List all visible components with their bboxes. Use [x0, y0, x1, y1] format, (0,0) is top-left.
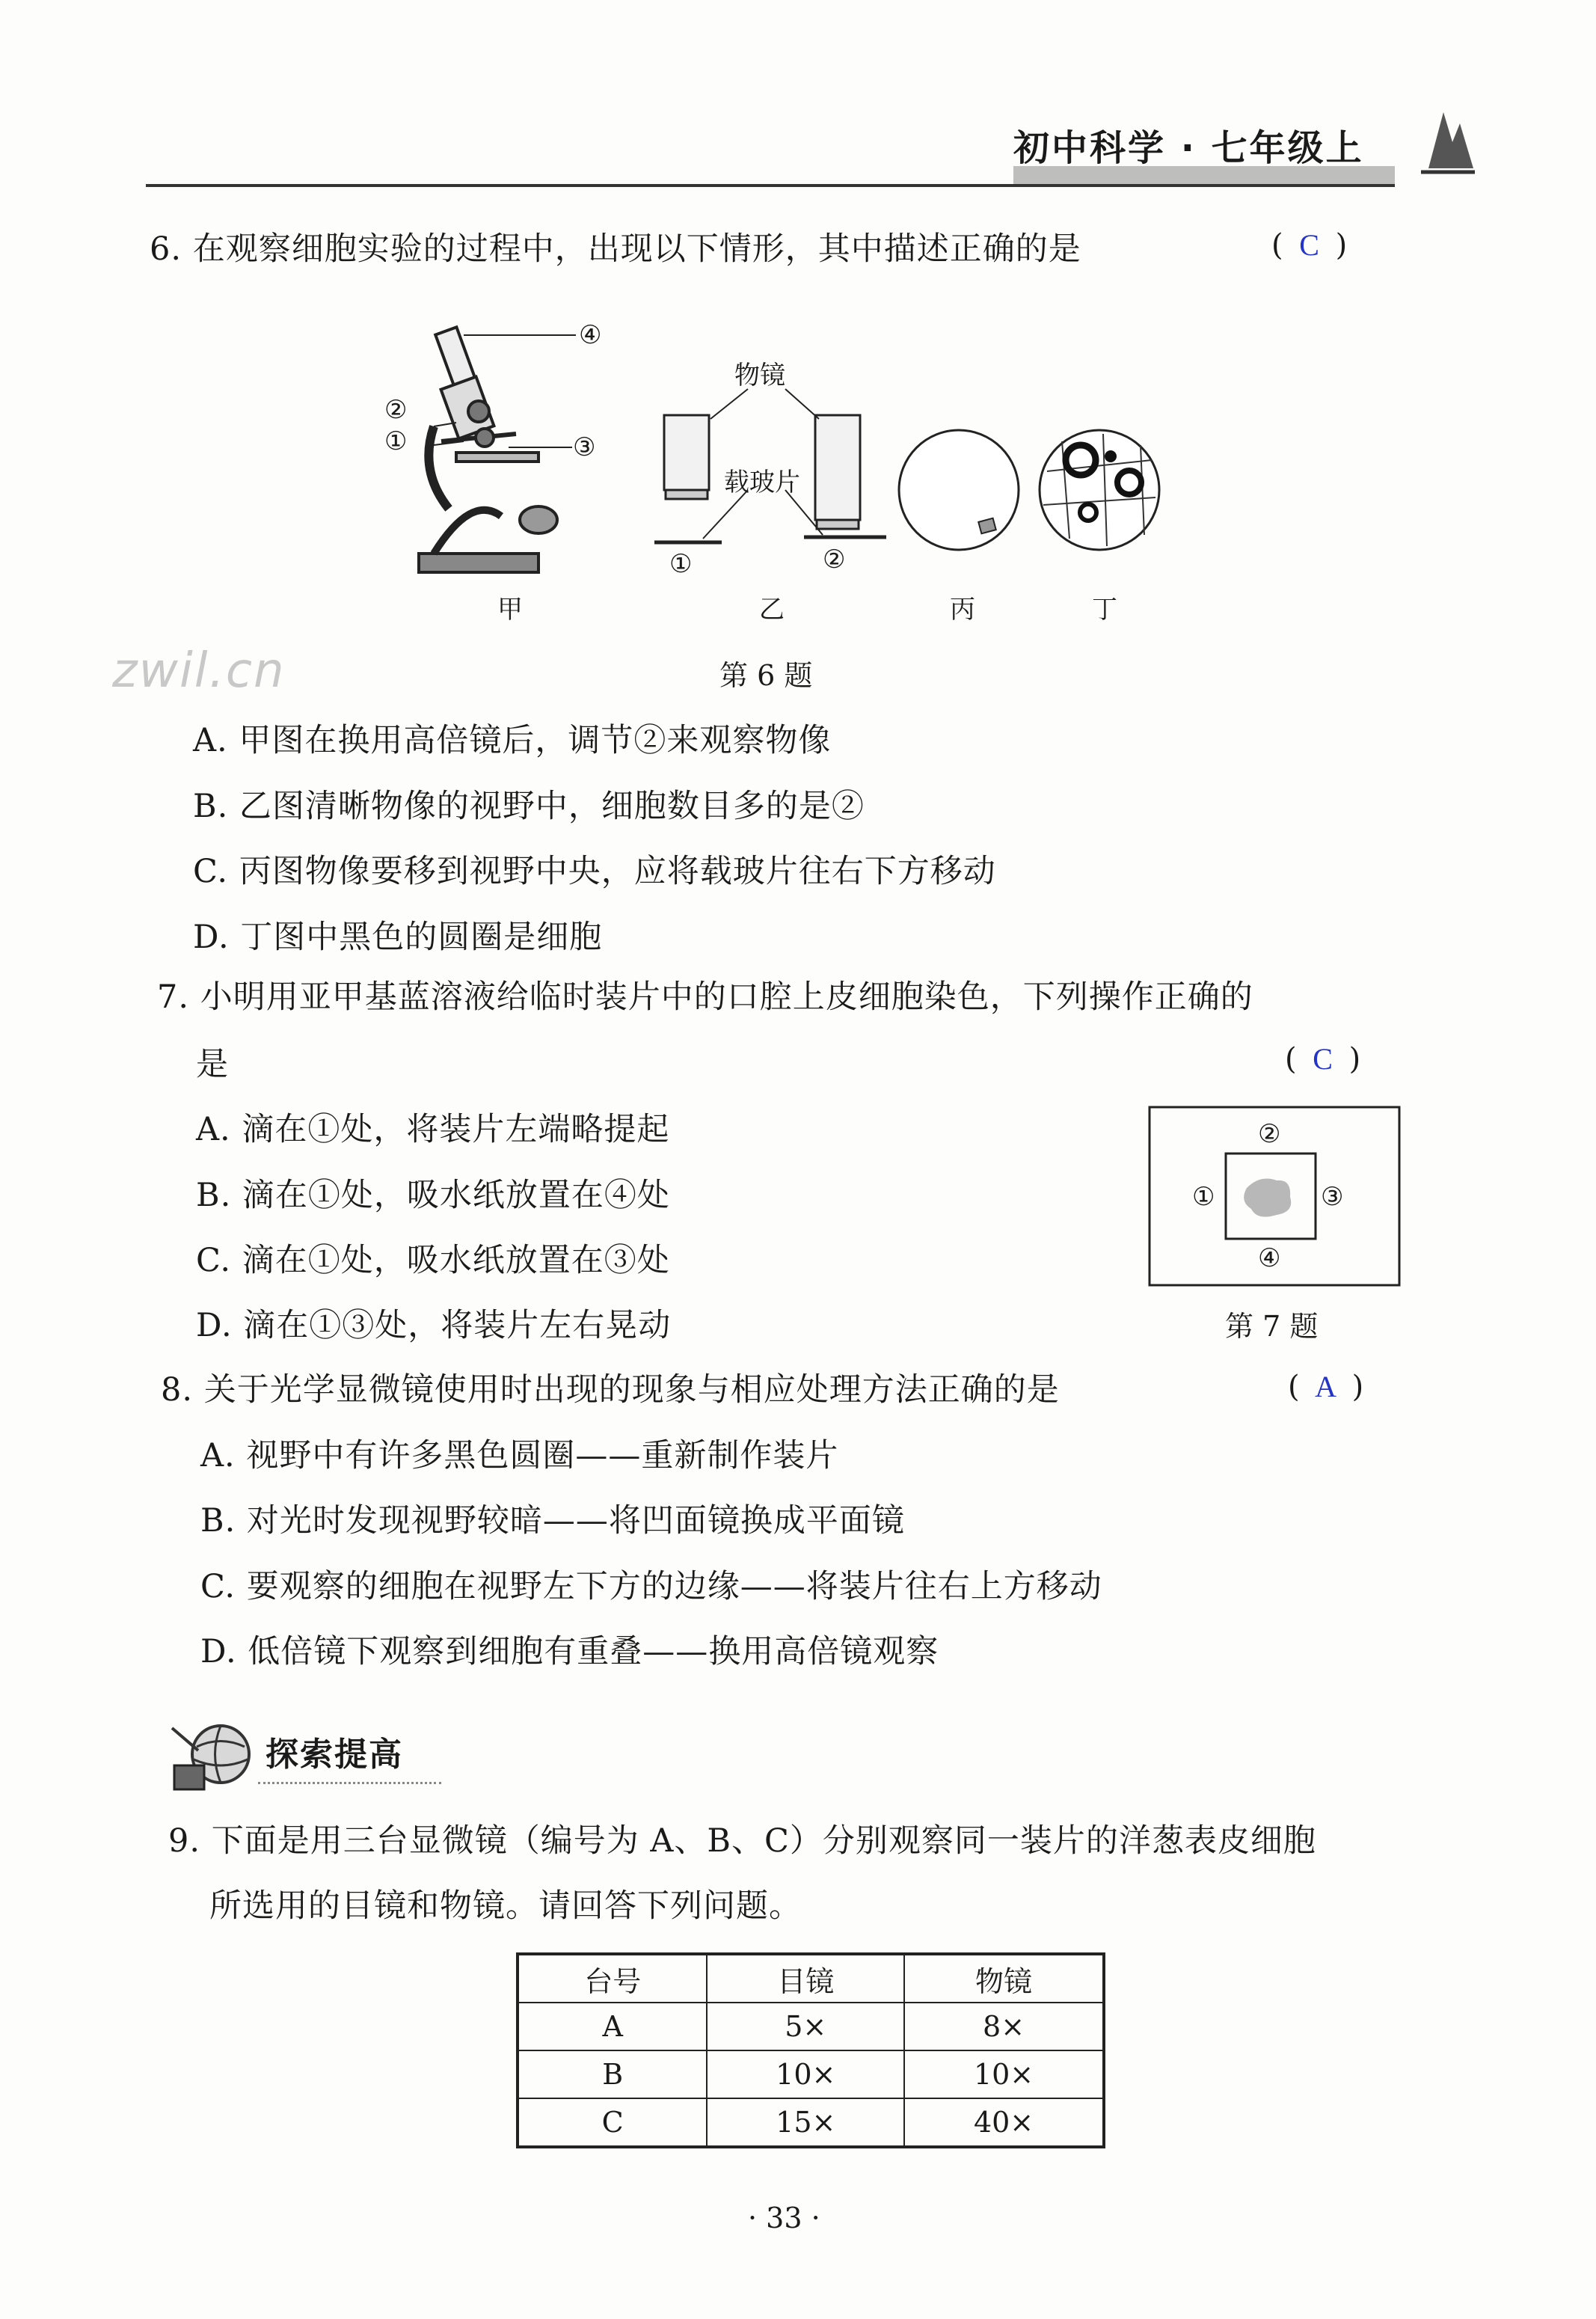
q6-option-b: B. 乙图清晰物像的视野中，细胞数目多的是② — [193, 788, 865, 825]
q6-stem: 6. 在观察细胞实验的过程中，出现以下情形，其中描述正确的是 — [150, 230, 1081, 268]
q6-label-3: ③ — [573, 432, 596, 462]
label-ding: 丁 — [1092, 595, 1117, 625]
q7-caption: 第 7 题 — [1225, 1310, 1319, 1343]
q8-option-c: C. 要观察的细胞在视野左下方的边缘——将装片往右上方移动 — [200, 1568, 1102, 1605]
q7-answer-value: C — [1313, 1042, 1333, 1076]
table-row — [518, 2050, 1104, 2098]
section-title: 探索提高 — [266, 1736, 403, 1774]
table-cell: 15× — [707, 2098, 904, 2147]
yi-label-2: ② — [823, 545, 846, 575]
table-header-cell: 物镜 — [904, 1954, 1104, 2003]
q6-answer-value: C — [1299, 228, 1319, 262]
globe-icon — [168, 1713, 262, 1795]
objective-label: 物镜 — [734, 361, 785, 390]
table-cell: 5× — [707, 2003, 904, 2050]
table-header-cell: 目镜 — [707, 1954, 904, 2003]
q7-stem-line1: 7. 小明用亚甲基蓝溶液给临时装片中的口腔上皮细胞染色，下列操作正确的 — [157, 978, 1253, 1016]
q8-option-a: A. 视野中有许多黑色圆圈——重新制作装片 — [200, 1437, 839, 1474]
q7-label-4: ④ — [1258, 1243, 1281, 1273]
q8-option-b: B. 对光时发现视野较暗——将凹面镜换成平面镜 — [200, 1502, 905, 1540]
tree-logo-icon — [1414, 97, 1481, 180]
q7-option-b: B. 滴在①处，吸水纸放置在④处 — [196, 1177, 670, 1214]
watermark: zwil.cn — [112, 643, 286, 699]
q9-stem-line1: 9. 下面是用三台显微镜（编号为 A、B、C）分别观察同一装片的洋葱表皮细胞 — [168, 1822, 1316, 1860]
label-bing: 丙 — [950, 595, 975, 625]
q6-option-d: D. 丁图中黑色的圆圈是细胞 — [193, 919, 603, 956]
table-row — [518, 2098, 1104, 2147]
q7-stem-line2: 是 — [196, 1046, 229, 1083]
q8-answer: ( A ) — [1288, 1366, 1363, 1408]
q8-option-d: D. 低倍镜下观察到细胞有重叠——换用高倍镜观察 — [200, 1633, 939, 1670]
table-cell: 10× — [904, 2050, 1104, 2098]
q6-label-2: ② — [384, 395, 408, 425]
table-row — [518, 2003, 1104, 2050]
q6-figure — [389, 299, 1227, 583]
table-header-cell: 台号 — [518, 1954, 707, 2003]
q7-option-c: C. 滴在①处，吸水纸放置在③处 — [196, 1242, 670, 1279]
label-yi: 乙 — [759, 595, 785, 625]
section-divider — [258, 1782, 441, 1787]
field-of-view-drawing — [899, 430, 1019, 550]
table-header-row — [518, 1954, 1104, 2003]
table-cell: C — [518, 2098, 707, 2147]
q9-stem-line2: 所选用的目镜和物镜。请回答下列问题。 — [209, 1887, 802, 1925]
q6-label-1: ① — [384, 426, 408, 456]
q6-option-c: C. 丙图物像要移到视野中央，应将载玻片往右下方移动 — [193, 853, 996, 890]
q7-option-a: A. 滴在①处，将装片左端略提起 — [196, 1111, 670, 1148]
q9-table — [516, 1952, 1105, 2148]
q7-label-2: ② — [1258, 1119, 1281, 1149]
book-title: 初中科学 · 七年级上 — [1013, 127, 1364, 169]
table-cell: 10× — [707, 2050, 904, 2098]
table-cell: A — [518, 2003, 707, 2050]
header-rule — [146, 184, 1395, 187]
q6-answer: ( C ) — [1271, 224, 1347, 266]
q7-label-1: ① — [1192, 1182, 1215, 1212]
q8-answer-value: A — [1315, 1370, 1337, 1403]
q7-option-d: D. 滴在①③处，将装片左右晃动 — [196, 1307, 672, 1344]
q7-label-3: ③ — [1321, 1182, 1344, 1212]
cells-with-bubbles-drawing — [1040, 430, 1159, 550]
page-number: · 33 · — [748, 2202, 820, 2234]
microscope-drawing — [419, 327, 557, 572]
table-cell: 8× — [904, 2003, 1104, 2050]
q8-stem: 8. 关于光学显微镜使用时出现的现象与相应处理方法正确的是 — [161, 1371, 1060, 1409]
table-cell: 40× — [904, 2098, 1104, 2147]
q6-caption: 第 6 题 — [719, 659, 813, 692]
label-jia: 甲 — [497, 595, 523, 625]
yi-label-1: ① — [669, 549, 693, 579]
q6-label-4: ④ — [579, 320, 602, 350]
table-cell: B — [518, 2050, 707, 2098]
q7-answer: ( C ) — [1285, 1038, 1360, 1080]
slide-label: 载玻片 — [724, 468, 800, 497]
q6-option-a: A. 甲图在换用高倍镜后，调节②来观察物像 — [193, 722, 832, 759]
